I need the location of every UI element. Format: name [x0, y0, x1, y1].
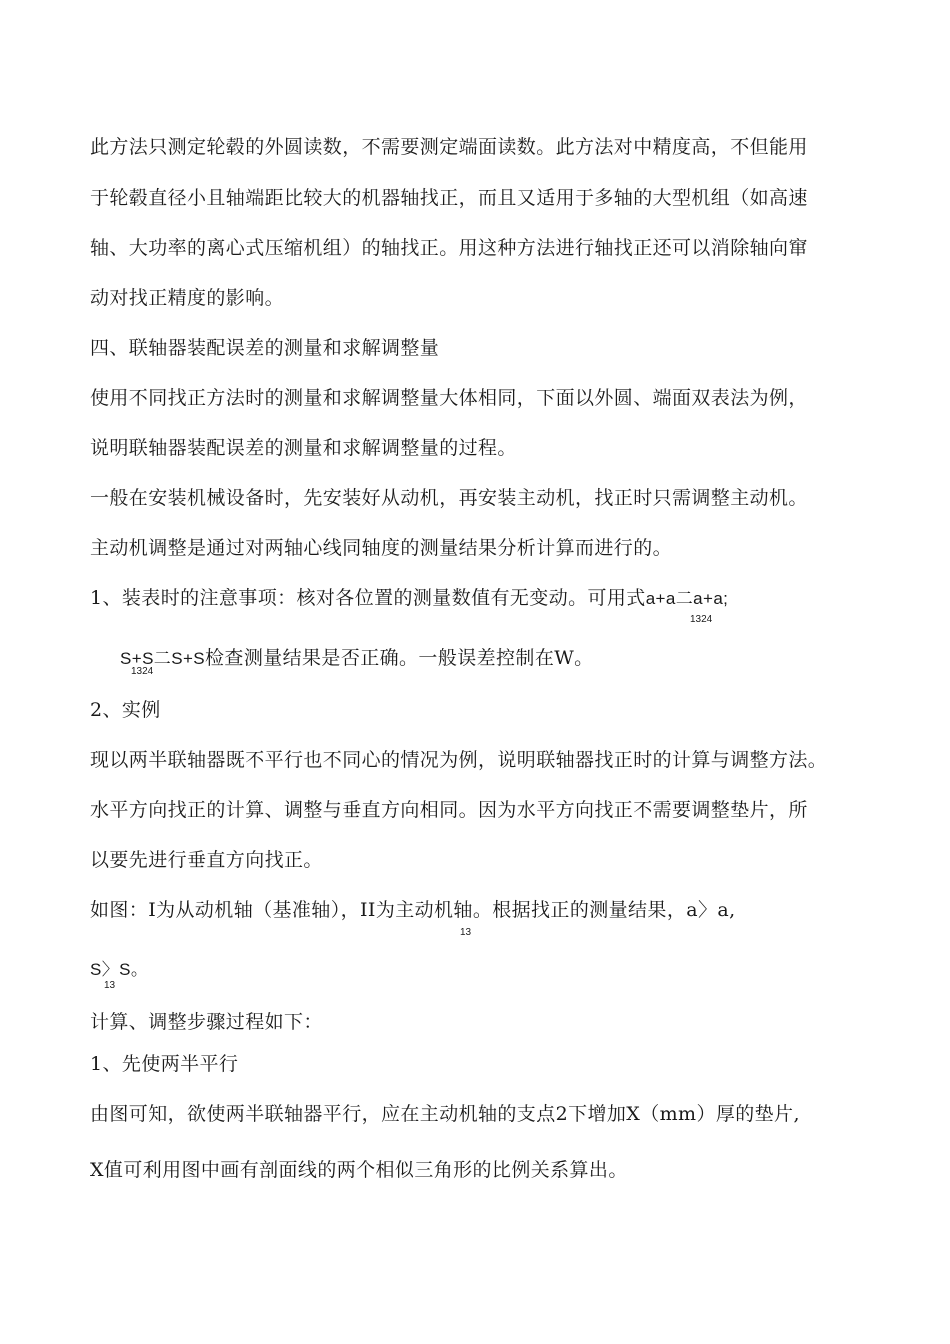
paragraph-line: 于轮毂直径小且轴端距比较大的机器轴找正，而且又适用于多轴的大型机组（如高速	[90, 187, 808, 209]
paragraph-line	[120, 646, 594, 671]
paragraph-line	[90, 586, 728, 611]
paragraph-line: 以要先进行垂直方向找正。	[90, 849, 323, 871]
paragraph-line: 计算、调整步骤过程如下：	[90, 1011, 323, 1033]
formula-subscript: 1324	[690, 614, 713, 625]
formula: a+a二a+a;	[645, 589, 729, 608]
paragraph-line: 说明联轴器装配误差的测量和求解调整量的过程。	[90, 437, 517, 459]
section-heading: 1、先使两半平行	[90, 1053, 239, 1075]
paragraph-text: 1、装表时的注意事项：核对各位置的测量数值有无变动。可用式	[90, 587, 646, 609]
section-heading: 四、联轴器装配误差的测量和求解调整量	[90, 337, 440, 359]
paragraph-line: 水平方向找正的计算、调整与垂直方向相同。因为水平方向找正不需要调整垫片，所	[90, 799, 808, 821]
formula-subscript: 13	[104, 980, 116, 991]
paragraph-line: 现以两半联轴器既不平行也不同心的情况为例，说明联轴器找正时的计算与调整方法。	[90, 749, 828, 771]
paragraph-line: 轴、大功率的离心式压缩机组）的轴找正。用这种方法进行轴找正还可以消除轴向窜	[90, 237, 808, 259]
formula: S+S二S+S	[120, 649, 206, 668]
paragraph-text: 检查测量结果是否正确。一般误差控制在W。	[205, 647, 594, 669]
paragraph-line: 使用不同找正方法时的测量和求解调整量大体相同，下面以外圆、端面双表法为例，	[90, 387, 808, 409]
formula-subscript: 13	[460, 927, 472, 938]
formula: S〉S。	[90, 960, 149, 979]
paragraph-line: 如图：I为从动机轴（基准轴），II为主动机轴。根据找正的测量结果，a〉a,	[90, 899, 736, 921]
paragraph-line: 动对找正精度的影响。	[90, 287, 285, 309]
formula-subscript: 1324	[131, 666, 154, 677]
paragraph-line: 由图可知，欲使两半联轴器平行，应在主动机轴的支点2下增加X（mm）厚的垫片,	[90, 1103, 800, 1125]
paragraph-line: 一般在安装机械设备时，先安装好从动机，再安装主动机，找正时只需调整主动机。	[90, 487, 808, 509]
paragraph-line: 主动机调整是通过对两轴心线同轴度的测量结果分析计算而进行的。	[90, 537, 673, 559]
section-heading: 2、实例	[90, 699, 161, 721]
paragraph-line: 此方法只测定轮毂的外圆读数，不需要测定端面读数。此方法对中精度高，不但能用	[90, 136, 808, 158]
paragraph-line: X值可利用图中画有剖面线的两个相似三角形的比例关系算出。	[90, 1159, 628, 1181]
